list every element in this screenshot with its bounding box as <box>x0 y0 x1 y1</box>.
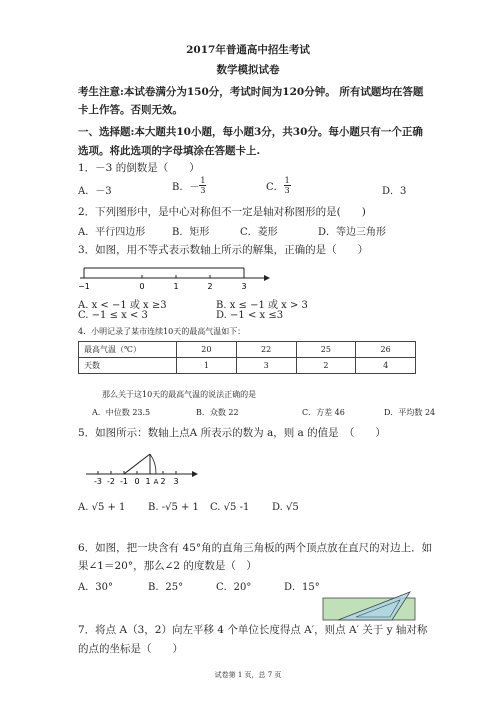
q2-option-d: D．等边三角形 <box>318 227 387 238</box>
q6-line-1: 6．如图，把一块含有 45°角的直角三角板的两个顶点放在直尺的对边上．如 <box>78 542 433 554</box>
q2-option-c: C．菱形 <box>240 227 278 238</box>
fraction-denominator: 3 <box>284 186 290 195</box>
q4-option-c: C．方差 46 <box>302 408 345 417</box>
q4-after-text: 那么关于这10天的最高气温的说法正确的是 <box>102 390 257 399</box>
q3-tick-label: 0 <box>139 282 145 290</box>
q5-compass-arc <box>150 454 156 474</box>
table-cell: 20 <box>177 342 237 358</box>
q3-option-a: A. x < −1 或 x ≥3 <box>78 300 167 311</box>
q6-option-a: A．30° <box>78 582 113 593</box>
q1-option-c <box>266 176 291 195</box>
q5-number-line-figure <box>82 446 202 486</box>
notice-line-2: 卡上作答。否则无效。 <box>78 104 183 116</box>
q1-stem: 1．－3 的倒数是（ ） <box>78 162 200 174</box>
q4-option-d: D．平均数 24 <box>384 408 436 417</box>
q3-tick-label: 2 <box>207 282 213 290</box>
q1-option-b-fraction <box>199 176 206 195</box>
fraction-denominator: 3 <box>200 186 206 195</box>
q1-option-d: D．3 <box>382 186 407 197</box>
exam-subtitle: 数学模拟试卷 <box>216 64 280 76</box>
table-cell: 4 <box>356 358 416 374</box>
q6-ruler-triangle-figure <box>322 590 418 622</box>
table-row <box>79 358 416 374</box>
q5-tick-label: 3 <box>173 477 179 486</box>
section1-line-1: 一、选择题:本大题共10小题，每小题3分，共30分。每小题只有一个正确 <box>78 126 423 138</box>
q3-tick-label: 3 <box>241 282 247 290</box>
q5-stem: 5．如图所示：数轴上点A 所表示的数为 a，则 a 的值是 （ ） <box>78 427 386 439</box>
q3-tick-label: 1 <box>173 282 179 290</box>
q5-option-c: C. √5 -1 <box>210 502 250 513</box>
q1-option-b <box>172 176 206 195</box>
q5-tick-label: -2 <box>107 477 115 486</box>
table-cell: 26 <box>356 342 416 358</box>
table-cell: 22 <box>236 342 296 358</box>
q5-tick-label: -3 <box>94 477 102 486</box>
q3-option-b: B. x ≤ −1 或 x > 3 <box>216 300 308 311</box>
q6-option-d: D．15° <box>284 582 320 593</box>
q3-stem: 3．如图，用不等式表示数轴上所示的解集，正确的是（ ） <box>78 244 369 256</box>
q7-line-2: 的点的坐标是（ ） <box>78 643 183 655</box>
q5-option-d: D. √5 <box>272 502 299 513</box>
q5-point-a-label: A <box>153 478 159 486</box>
q6-option-b: B．25° <box>148 582 184 593</box>
q5-tick-label: -1 <box>120 477 128 486</box>
q2-option-a: A．平行四边形 <box>78 227 146 238</box>
table-row <box>79 342 416 358</box>
q2-option-b: B．矩形 <box>172 227 210 238</box>
q2-stem: 2．下列图形中，是中心对称但不一定是轴对称图形的是( ) <box>78 206 366 218</box>
q1-option-c-prefix: C． <box>266 182 284 193</box>
q5-tick-label: 0 <box>134 477 140 486</box>
q6-option-c: C．20° <box>216 582 252 593</box>
q1-option-b-prefix: B．－ <box>172 182 200 193</box>
q5-option-a: A. √5 + 1 <box>78 502 126 513</box>
q3-option-c: C. −1 ≤ x < 3 <box>78 310 148 321</box>
q1-option-a: A．－3 <box>78 186 112 197</box>
q3-axis-arrow-icon <box>264 275 270 281</box>
fraction-numerator: 1 <box>200 176 206 185</box>
q3-option-d: D. −1 < x ≤3 <box>216 310 284 321</box>
q5-tick-label: 1 <box>145 477 151 486</box>
q1-option-c-fraction <box>284 176 291 195</box>
q5-option-b: B. -√5 + 1 <box>148 502 199 513</box>
q7-line-1: 7．将点 A（3，2）向左平移 4 个单位长度得点 A′，则点 A′ 关于 y 轴对称 <box>78 624 428 636</box>
q4-temperature-table <box>78 341 416 374</box>
q4-stem: 4．小明记录了某市连续10天的最高气温如下： <box>78 327 246 336</box>
q3-tick-label: −1 <box>78 282 90 290</box>
exam-title: 2017年普通高中招生考试 <box>186 44 310 56</box>
q5-tick-label: 2 <box>160 477 166 486</box>
q4-option-a: A．中位数 23.5 <box>92 408 151 417</box>
q3-number-line-figure <box>78 262 274 290</box>
notice-line-1: 考生注意:本试卷满分为150分，考试时间为120分钟。 所有试题均在答题 <box>78 86 424 98</box>
q5-axis-arrow-icon <box>192 471 198 477</box>
fraction-numerator: 1 <box>284 176 290 185</box>
table-cell: 3 <box>236 358 296 374</box>
table-cell: 最高气温（℃） <box>79 342 177 358</box>
q4-option-b: B．众数 22 <box>196 408 239 417</box>
page-footer: 试卷第 1 页，总 7 页 <box>214 671 282 679</box>
table-cell: 2 <box>296 358 356 374</box>
section1-line-2: 选项。将此选项的字母填涂在答题卡上. <box>78 145 261 157</box>
q6-line-2: 果∠1＝20°，那么∠2 的度数是（ ） <box>78 560 257 572</box>
table-cell: 25 <box>296 342 356 358</box>
table-cell: 1 <box>177 358 237 374</box>
table-cell: 天数 <box>79 358 177 374</box>
